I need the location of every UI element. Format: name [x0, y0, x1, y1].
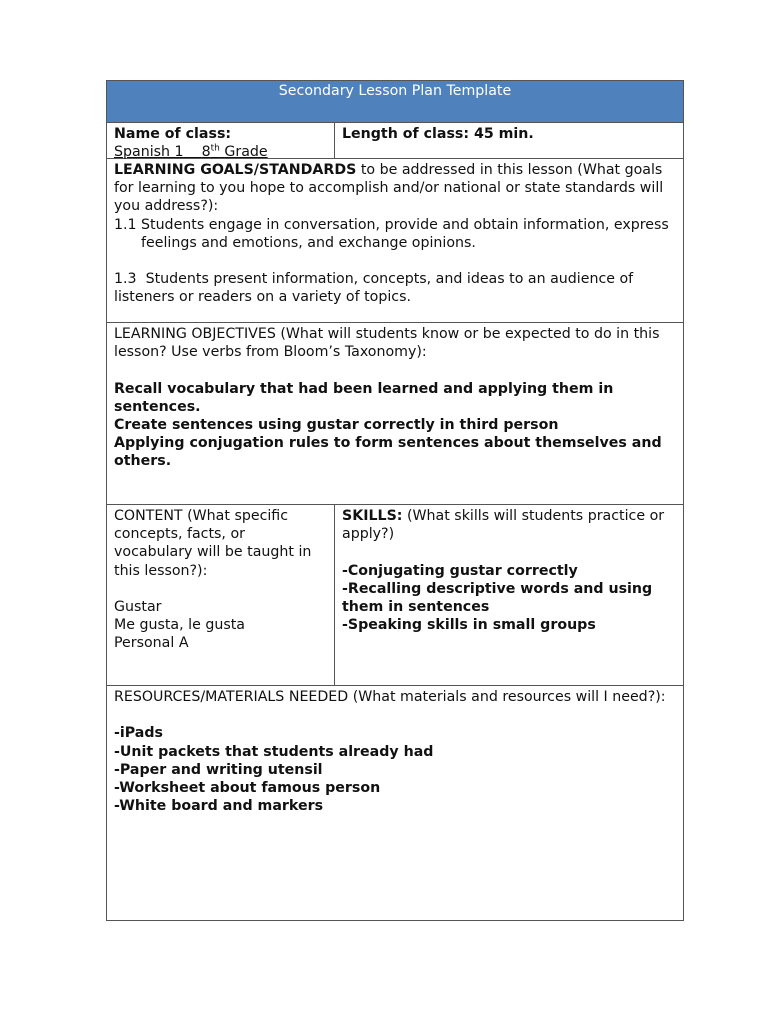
skills-heading: SKILLS: [342, 508, 403, 524]
goal-text: Students engage in conversation, provide and obtain information, express feelings and emotions, and exchange opinions. [141, 216, 669, 251]
goals-intro: to be addressed in this lesson (What goals for learning to you hope to accomplish and/or national or state standards will you address?): [114, 162, 664, 215]
resources-row [107, 686, 683, 920]
lesson-plan-table [106, 80, 684, 921]
objectives-intro: (What will students know or be expected to do in this lesson? Use verbs from Bloom’s Taxonomy): [114, 326, 660, 361]
class-name-label: Name of class: [114, 126, 232, 142]
skill-item: -Recalling descriptive words and using them in sentences [342, 580, 653, 615]
resource-item: -Unit packets that students already had [114, 743, 434, 760]
objectives-intro-block [114, 325, 676, 361]
objectives-heading: LEARNING OBJECTIVES [114, 326, 276, 342]
skill-item: -Speaking skills in small groups [342, 617, 596, 634]
objectives-row [107, 323, 683, 505]
objective-item: Applying conjugation rules to form sentences about themselves and others. [114, 435, 662, 470]
skills-intro-block [342, 507, 676, 543]
resources-intro: (What materials and resources will I need?): [348, 689, 666, 705]
resource-item: -Worksheet about famous person [114, 780, 381, 796]
content-intro-block [114, 507, 327, 580]
content-skills-row [107, 505, 683, 686]
skills-cell [335, 505, 683, 685]
goals-cell [107, 159, 683, 322]
goals-heading: LEARNING GOALS/STANDARDS [114, 162, 357, 178]
content-item: Me gusta, le gusta [114, 617, 245, 634]
class-grade-num: 8 [201, 144, 211, 161]
class-length-cell [335, 123, 683, 158]
content-item: Gustar [114, 599, 162, 615]
goals-intro-block [114, 161, 676, 216]
class-name-cell [107, 123, 335, 161]
goals-row [107, 159, 683, 323]
resource-item: -Paper and writing utensil [114, 761, 323, 778]
skill-item: -Conjugating gustar correctly [342, 562, 578, 579]
objective-item: Create sentences using gustar correctly in third person [114, 417, 559, 433]
goal-item [114, 270, 676, 306]
resource-item: -White board and markers [114, 798, 324, 815]
skills-intro: (What skills will students practice or apply?) [342, 508, 665, 543]
table-header [107, 81, 683, 123]
objectives-cell [107, 323, 683, 504]
class-length-label: Length of class: 45 min. [342, 126, 534, 142]
content-intro: (What specific concepts, facts, or vocabulary will be taught in this lesson?): [114, 508, 312, 579]
content-heading: CONTENT [114, 508, 183, 524]
resources-cell [107, 686, 683, 920]
class-grade-word: Grade [224, 144, 268, 161]
resources-intro-block [114, 688, 676, 706]
goal-number: 1.1 [114, 216, 137, 233]
goal-item [114, 216, 676, 252]
resources-heading: RESOURCES/MATERIALS NEEDED [114, 689, 349, 705]
goal-text: Students present information, concepts, and ideas to an audience of listeners or readers on a variety of topics. [114, 271, 634, 306]
class-course: Spanish 1 [114, 144, 184, 161]
class-info-row [107, 123, 683, 159]
resource-item: -iPads [114, 725, 163, 742]
goal-number: 1.3 [114, 271, 137, 288]
class-grade-sup: th [210, 143, 220, 154]
objective-item: Recall vocabulary that had been learned and applying them in sentences. [114, 380, 614, 415]
template-title: Secondary Lesson Plan Template [278, 83, 512, 99]
content-item: Personal A [114, 635, 189, 652]
content-cell [107, 505, 335, 685]
